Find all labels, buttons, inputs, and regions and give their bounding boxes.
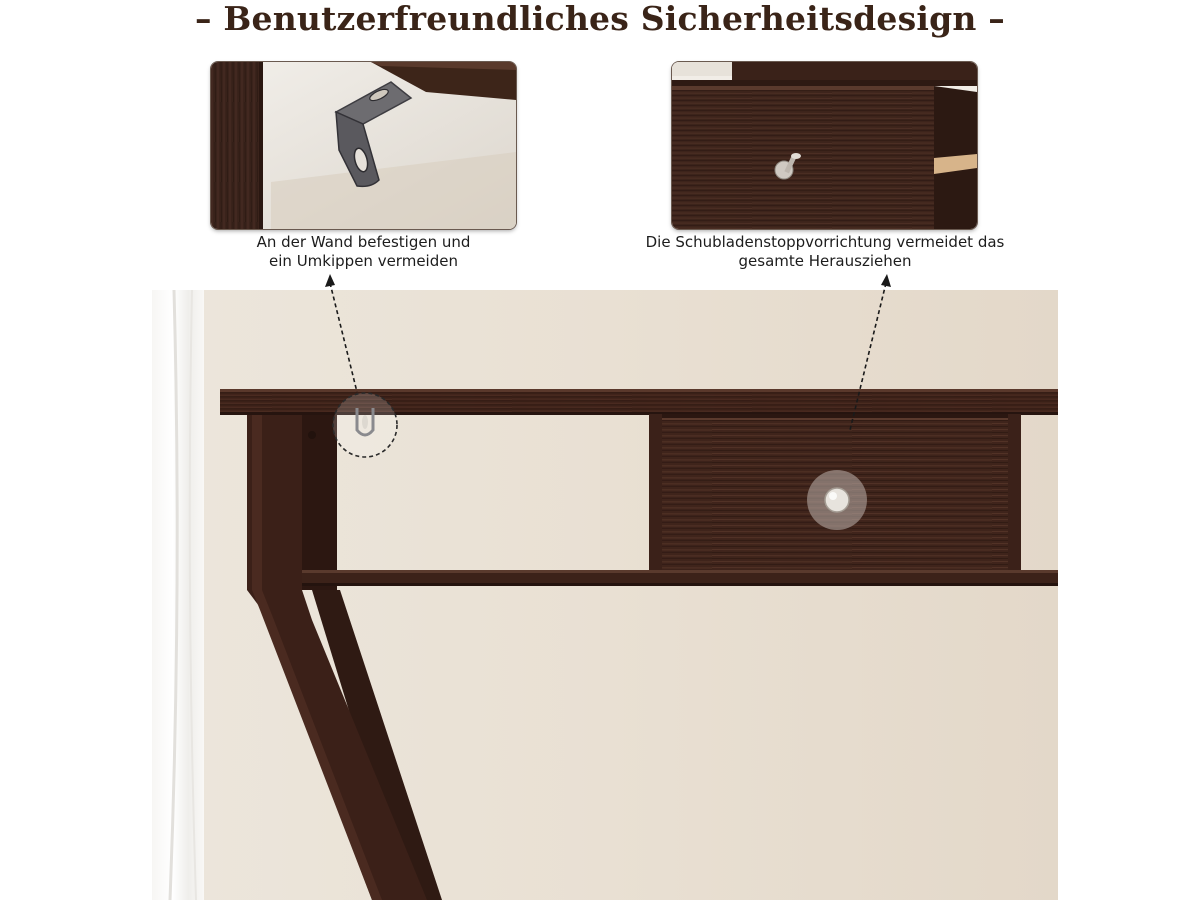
caption-wall-anchor-line-2: ein Umkippen vermeiden — [269, 252, 458, 270]
caption-drawer-stop-line-1: Die Schubladenstoppvorrichtung vermeidet das — [645, 233, 1005, 251]
caption-drawer-stop — [625, 233, 1025, 271]
caption-drawer-stop-line-2: gesamte Herausziehen — [738, 252, 912, 270]
caption-wall-anchor-line-1: An der Wand befestigen und — [256, 233, 471, 251]
page-title: – Benutzerfreundliches Sicherheitsdesign – — [195, 0, 1005, 38]
caption-wall-anchor — [211, 233, 516, 271]
drawer-stop-closeup-image — [672, 62, 977, 229]
wall-anchor-closeup-image — [211, 62, 516, 229]
wall-anchor-highlight — [333, 393, 397, 457]
desk-scene-image — [152, 290, 1058, 900]
